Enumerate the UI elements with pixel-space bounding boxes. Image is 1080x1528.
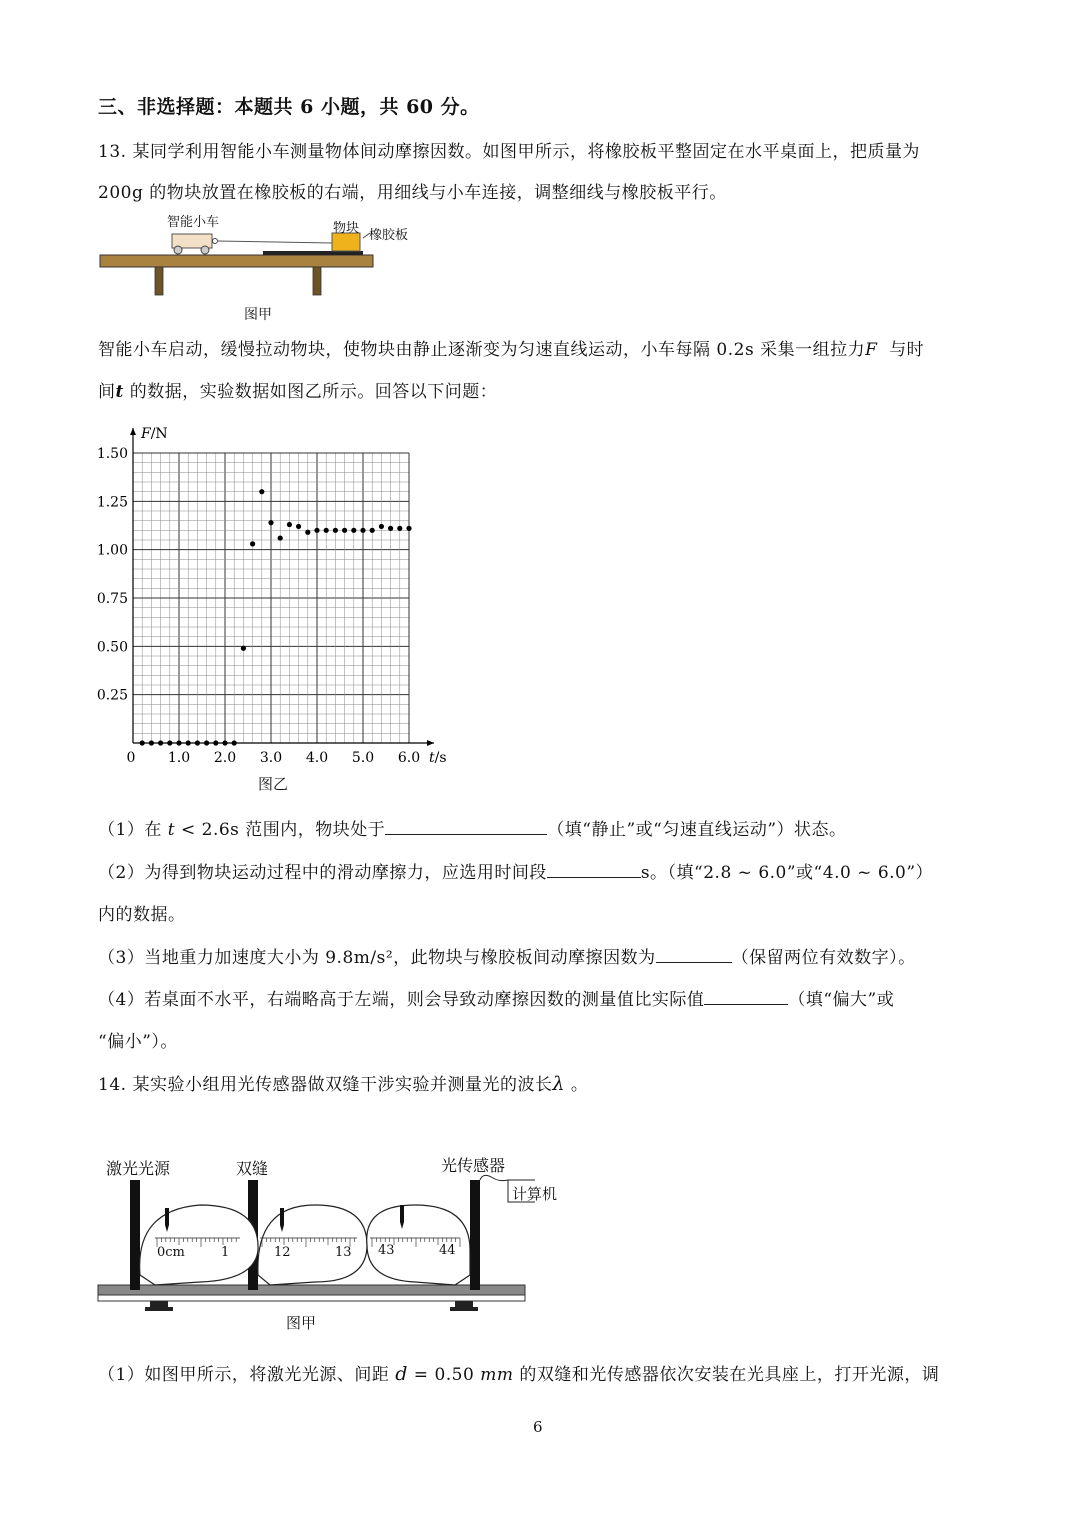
data-point — [149, 740, 154, 745]
section-heading: 三、非选择题：本题共 6 小题，共 60 分。 — [98, 96, 480, 118]
y-tick-label: 0.25 — [96, 687, 128, 704]
data-point — [379, 524, 384, 529]
data-point — [351, 528, 356, 533]
data-point — [287, 522, 292, 527]
board-label: 橡胶板 — [369, 228, 409, 243]
y-axis-arrow — [130, 428, 136, 435]
data-point — [370, 528, 375, 533]
x-axis-label: t/s — [429, 750, 447, 766]
q13-sub2-cont: 内的数据。 — [98, 905, 186, 925]
sensor-label: 光传感器 — [441, 1156, 506, 1175]
x-tick-label: 5.0 — [351, 750, 375, 766]
chart-caption: 图乙 — [258, 775, 289, 793]
q13-line4: 间t 的数据，实验数据如图乙所示。回答以下问题： — [98, 382, 498, 402]
x-axis-arrow — [427, 740, 434, 746]
data-point — [222, 740, 227, 745]
x-tick-label: 1.0 — [167, 750, 191, 766]
y-tick-label: 0.75 — [96, 591, 128, 607]
q14-fig-caption: 图甲 — [286, 1314, 317, 1332]
data-point — [259, 489, 264, 494]
q14-sub1: （1）如图甲所示，将激光光源、间距 d = 0.50 mm 的双缝和光传感器依次安装在光具座上，打开光源，调 — [98, 1363, 940, 1385]
data-point — [195, 740, 200, 745]
y-tick-label: 0.50 — [96, 639, 128, 656]
data-point — [324, 528, 329, 533]
slit-label: 双缝 — [236, 1159, 269, 1178]
chart-yi — [90, 415, 460, 775]
scale2-left: 12 — [274, 1245, 291, 1260]
data-point — [305, 530, 310, 535]
laser-label: 激光光源 — [106, 1159, 171, 1178]
data-point — [388, 526, 393, 531]
q13-line1: 13. 某同学利用智能小车测量物体间动摩擦因数。如图甲所示，将橡胶板平整固定在水平桌面上，把质量为 — [98, 142, 920, 162]
data-point — [158, 740, 163, 745]
x-tick-label: 3.0 — [259, 750, 283, 766]
data-point — [213, 740, 218, 745]
data-point — [232, 740, 237, 745]
q13-sub2: （2）为得到物块运动过程中的滑动摩擦力，应选用时间段 s。（填“2.8 ~ 6.0”或“4.0 ~ 6.0”） — [98, 863, 934, 883]
x-tick-label: 6.0 — [397, 750, 421, 766]
y-tick-label: 1.00 — [96, 542, 128, 559]
data-point — [296, 524, 301, 529]
scale3-left: 43 — [378, 1243, 395, 1258]
block-label: 物块 — [333, 221, 360, 236]
data-point — [268, 520, 273, 525]
q13-line3: 智能小车启动，缓慢拉动物块，使物块由静止逐渐变为匀速直线运动，小车每隔 0.2s 采集一组拉力F 与时 — [98, 340, 925, 360]
q13-sub1: （1）在 t < 2.6s 范围内，物块处于 （填“静止”或“匀速直线运动”）状态。 — [98, 820, 847, 840]
data-point — [314, 528, 319, 533]
data-point — [333, 528, 338, 533]
data-point — [342, 528, 347, 533]
scale1-left: 0cm — [157, 1245, 185, 1260]
data-point — [167, 740, 172, 745]
y-tick-label: 1.50 — [96, 446, 128, 462]
data-point — [397, 526, 402, 531]
x-tick-label: 2.0 — [213, 750, 237, 766]
data-point — [176, 740, 181, 745]
computer-label: 计算机 — [512, 1185, 558, 1203]
data-point — [186, 740, 191, 745]
q13-sub4: （4）若桌面不水平，右端略高于左端，则会导致动摩擦因数的测量值比实际值 （填“偏大”或 — [98, 990, 895, 1010]
data-point — [204, 740, 209, 745]
answer-blank-2[interactable] — [547, 863, 641, 878]
data-point — [406, 526, 411, 531]
data-point — [250, 541, 255, 546]
scale3-right: 44 — [439, 1243, 456, 1258]
q13-sub3: （3）当地重力加速度大小为 9.8m/s²，此物块与橡胶板间动摩擦因数为 （保留两位有效数字）。 — [98, 948, 916, 968]
answer-blank-3[interactable] — [656, 948, 732, 963]
scale1-right: 1 — [221, 1245, 230, 1260]
scale2-right: 13 — [335, 1245, 352, 1260]
q14-line1: 14. 某实验小组用光传感器做双缝干涉实验并测量光的波长λ 。 — [98, 1073, 589, 1095]
data-point — [360, 528, 365, 533]
x-tick-label: 4.0 — [305, 750, 329, 766]
q13-line2: 200g 的物块放置在橡胶板的右端，用细线与小车连接，调整细线与橡胶板平行。 — [98, 183, 727, 203]
q13-sub4-cont: “偏小”）。 — [98, 1032, 178, 1052]
car-label: 智能小车 — [167, 215, 220, 230]
y-tick-label: 1.25 — [96, 494, 128, 511]
page-number: 6 — [533, 1418, 543, 1436]
data-point — [278, 535, 283, 540]
answer-blank-1[interactable] — [385, 820, 547, 835]
answer-blank-4[interactable] — [704, 990, 788, 1005]
data-point — [241, 646, 246, 651]
data-point — [140, 740, 145, 745]
x-tick-label: 0 — [126, 750, 136, 766]
y-axis-label: F/N — [141, 426, 168, 442]
fig-jia-caption: 图甲 — [244, 307, 272, 323]
